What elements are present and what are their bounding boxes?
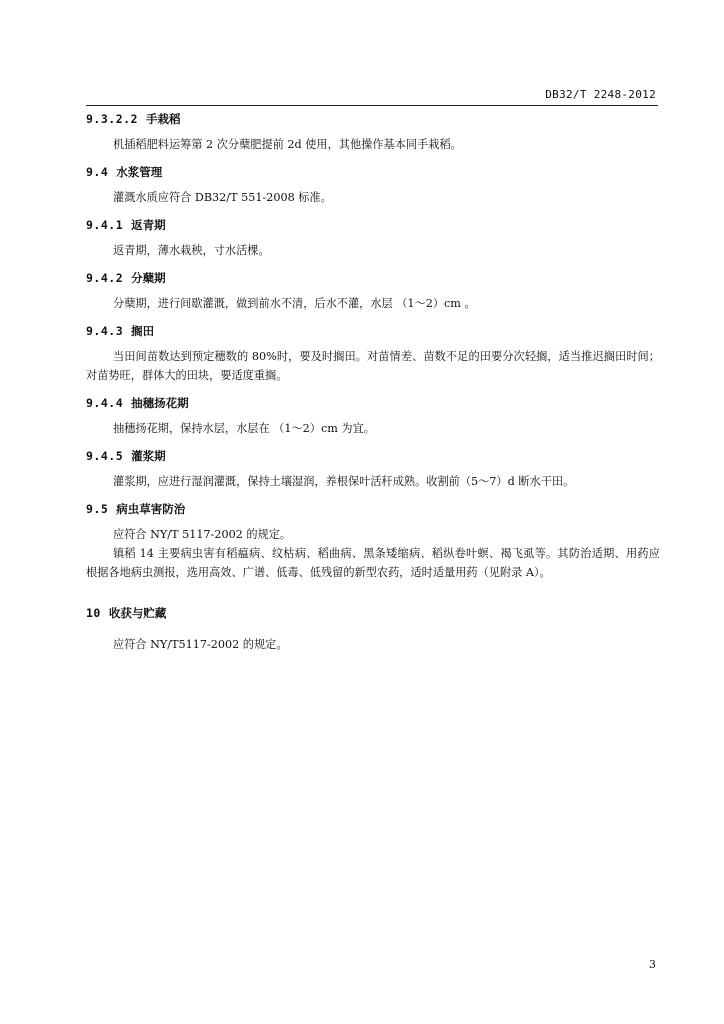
section-number: 9.3.2.2 [86,112,138,126]
section-paragraph: 应符合 NY/T5117-2002 的规定。 [113,638,288,651]
section-title: 收获与贮藏 [108,606,167,620]
document-code: DB32/T 2248-2012 [545,88,656,101]
section-title: 抽穗扬花期 [131,396,189,410]
section-paragraph: 当田间苗数达到预定穗数的 80%时，要及时搁田。对苗情差、苗数不足的田要分次轻搁，适当推迟搁田时间；对苗势旺，群体大的田块，要适度重搁。 [86,350,660,382]
page-number: 3 [649,958,656,971]
section-heading-9-4-1 [86,216,660,235]
section-number: 9.4 [86,165,109,179]
section-title: 分蘖期 [131,271,166,285]
section-number: 9.5 [86,502,109,516]
section-number: 9.4.1 [86,218,124,232]
section-number: 9.4.2 [86,271,124,285]
section-heading-9-4-5 [86,447,660,466]
section-paragraph: 灌溉水质应符合 DB32/T 551-2008 标准。 [113,191,332,204]
section-title: 水浆管理 [116,165,163,179]
section-paragraph: 机插稻肥料运筹第 2 次分蘖肥提前 2d 使用，其他操作基本同手栽稻。 [113,138,462,151]
section-paragraph: 抽穗扬花期，保持水层，水层在 （1～2）cm 为宜。 [113,422,375,435]
section-heading-9-4-3 [86,322,660,341]
section-paragraph: 镇稻 14 主要病虫害有稻瘟病、纹枯病、稻曲病、黑条矮缩病、稻纵卷叶螟、褐飞虱等。其防治适期、用药应根据各地病虫测报，选用高效、广谱、低毒、低残留的新型农药，适时适量用药（见附录 A）。 [86,547,660,579]
header-rule [86,105,658,106]
section-heading-9-3-2-2 [86,110,660,129]
document-body [86,110,660,654]
section-title: 灌浆期 [131,449,166,463]
section-number: 10 [86,606,101,620]
section-paragraph: 返青期，薄水栽秧，寸水活棵。 [113,244,270,257]
section-number: 9.4.3 [86,324,124,338]
section-paragraph: 分蘖期，进行间歇灌溉，做到前水不清，后水不灌，水层 （1～2）cm 。 [113,297,476,310]
section-title: 返青期 [131,218,166,232]
section-paragraph: 灌浆期，应进行湿润灌溉，保持土壤湿润，养根保叶活秆成熟。收割前（5～7）d 断水干田。 [113,475,575,488]
section-heading-9-4-2 [86,269,660,288]
section-number: 9.4.4 [86,396,124,410]
section-heading-9-5 [86,500,660,519]
section-heading-9-4 [86,163,660,182]
section-title: 搁田 [131,324,155,338]
section-heading-10 [86,604,660,623]
section-heading-9-4-4 [86,394,660,413]
section-number: 9.4.5 [86,449,124,463]
section-paragraph: 应符合 NY/T 5117-2002 的规定。 [113,528,292,541]
section-title: 手栽稻 [145,112,181,126]
section-title: 病虫草害防治 [116,502,186,516]
